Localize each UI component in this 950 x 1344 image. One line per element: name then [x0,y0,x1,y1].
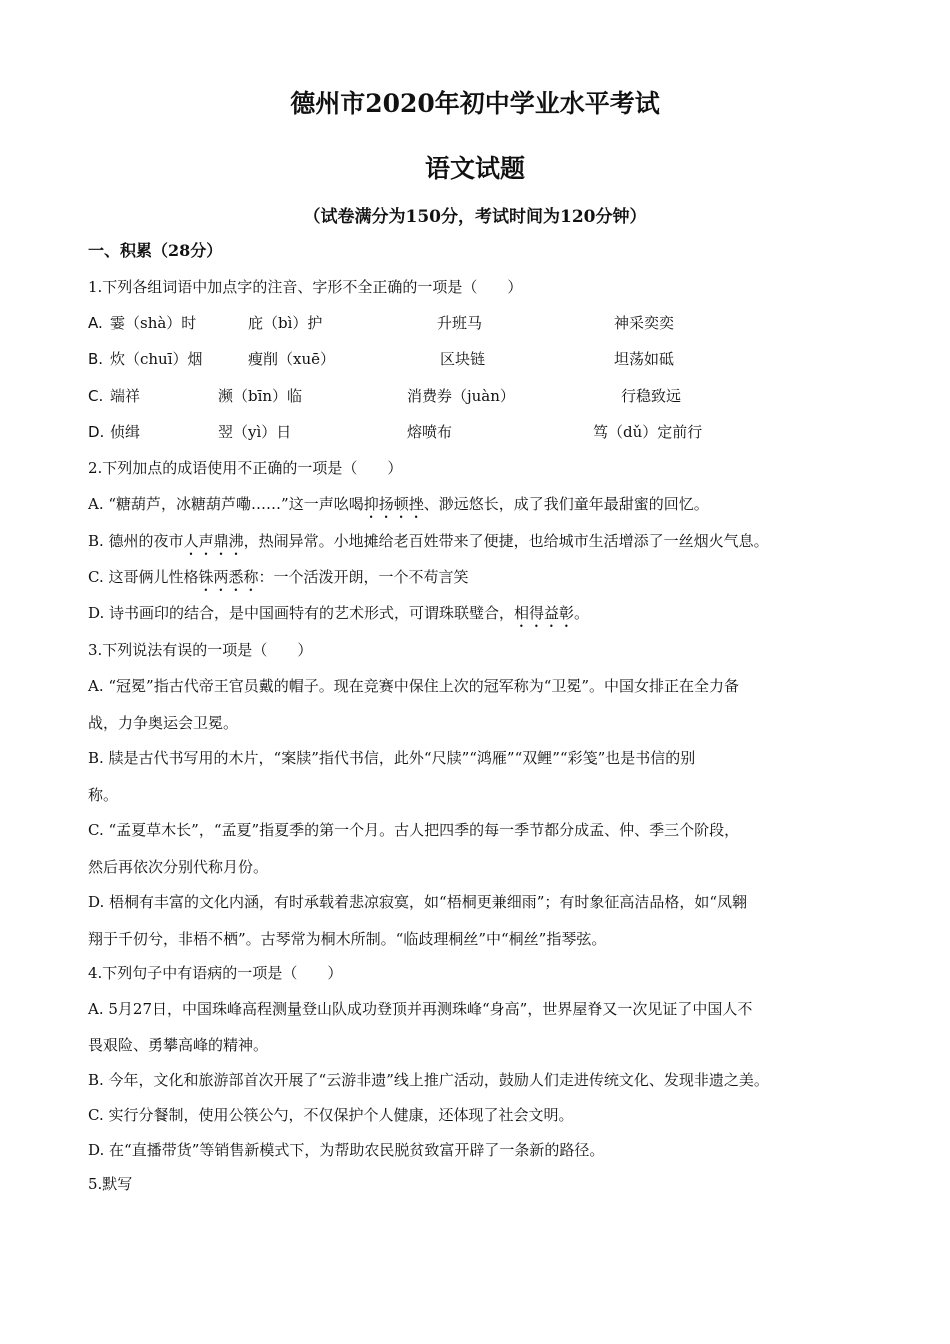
exam-info: （试卷满分为150分，考试时间为120分钟） [303,207,647,227]
option-text: B. 德州的夜市 [88,532,184,550]
option-item: 升班马 [437,314,483,332]
option-letter: D. [88,423,105,441]
option-letter: C. [88,387,104,405]
option-item: 神采奕奕 [614,314,675,332]
option-item: 瘦削（xuē） [248,350,335,368]
option-item: 翌（yì）日 [218,423,292,441]
question-5-stem: 5.默写 [88,1175,133,1193]
dotted-idiom: 铢两悉称 [198,568,259,586]
section-heading: 一、积累（28分） [88,241,223,260]
option-item: 端祥 [110,387,141,405]
question-3-option-d-cont: 翔于千仞兮，非梧不栖”。古琴常为桐木所制。“临歧理桐丝”中“桐丝”指琴弦。 [88,930,607,948]
option-item: 行稳致远 [621,387,682,405]
option-item: 庇（bì）护 [248,314,323,332]
question-4-option-b: B. 今年，文化和旅游部首次开展了“云游非遗”线上推广活动，鼓励人们走进传统文化、发现非遗之美。 [88,1071,769,1089]
option-item: 坦荡如砥 [614,350,675,368]
question-2-option-d [88,602,589,631]
option-item: 熔喷布 [407,423,453,441]
question-4-option-a-cont: 畏艰险、勇攀高峰的精神。 [88,1036,269,1054]
question-3-option-a-cont: 战，力争奥运会卫冕。 [88,714,239,732]
option-text: ：一个活泼开朗，一个不苟言笑 [258,568,469,586]
option-text: C. 这哥俩儿性格 [88,568,199,586]
option-text: 、渺远悠长，成了我们童年最甜蜜的回忆。 [423,495,709,513]
option-text: D. 诗书画印的结合，是中国画特有的艺术形式，可谓珠联璧合， [88,604,515,622]
option-item: 濒（bīn）临 [218,387,303,405]
question-2-option-c [88,566,469,595]
option-item: 区块链 [440,350,486,368]
dotted-idiom: 人声鼎沸 [183,532,244,550]
option-letter: A. [88,314,103,332]
option-item: 消费券（juàn） [407,387,515,405]
option-item: 笃（dǔ）定前行 [593,423,703,441]
question-3-option-b: B. 牍是古代书写用的木片，“案牍”指代书信，此外“尺牍”“鸿雁”“双鲤”“彩笺”也是书信的别 [88,749,696,767]
question-3-option-c: C. “孟夏草木长”，“孟夏”指夏季的第一个月。古人把四季的每一季节都分成孟、仲、季三个阶段， [88,821,740,839]
question-4-stem: 4.下列句子中有语病的一项是（ ） [88,964,343,982]
question-2-option-b [88,530,769,559]
option-item: 霎（shà）时 [110,314,197,332]
question-4-option-d: D. 在“直播带货”等销售新模式下，为帮助农民脱贫致富开辟了一条新的路径。 [88,1141,605,1159]
question-3-option-a: A. “冠冕”指古代帝王官员戴的帽子。现在竞赛中保住上次的冠军称为“卫冕”。中国女排正在全力备 [88,677,740,695]
subject-title: 语文试题 [424,154,525,183]
option-letter: B. [88,350,104,368]
dotted-idiom: 相得益彰 [514,604,575,622]
question-3-option-b-cont: 称。 [88,786,119,804]
question-3-stem: 3.下列说法有误的一项是（ ） [88,641,313,659]
question-4-option-a: A. 5月27日，中国珠峰高程测量登山队成功登顶并再测珠峰“身高”，世界屋脊又一次见证了中国人不 [88,1000,753,1018]
dotted-idiom: 抑扬顿挫 [363,495,424,513]
question-4-option-c: C. 实行分餐制，使用公筷公勺，不仅保护个人健康，还体现了社会文明。 [88,1106,574,1124]
option-text: A. “糖葫芦，冰糖葫芦嘞……”这一声吆喝 [88,495,364,513]
question-2-option-a [88,493,709,522]
option-text: ，热闹异常。小地摊给老百姓带来了便捷，也给城市生活增添了一丝烟火气息。 [243,532,769,550]
question-3-option-d: D. 梧桐有丰富的文化内涵，有时承载着悲凉寂寞，如“梧桐更兼细雨”；有时象征高洁品格，如“凤翱 [88,893,748,911]
option-item: 侦缉 [110,423,141,441]
question-2-stem: 2.下列加点的成语使用不正确的一项是（ ） [88,459,403,477]
exam-title: 德州市2020年初中学业水平考试 [290,89,660,118]
question-3-option-c-cont: 然后再依次分别代称月份。 [88,858,269,876]
option-text: 。 [574,604,590,622]
option-item: 炊（chuī）烟 [110,350,203,368]
question-1-stem: 1.下列各组词语中加点字的注音、字形不全正确的一项是（ ） [88,278,523,296]
